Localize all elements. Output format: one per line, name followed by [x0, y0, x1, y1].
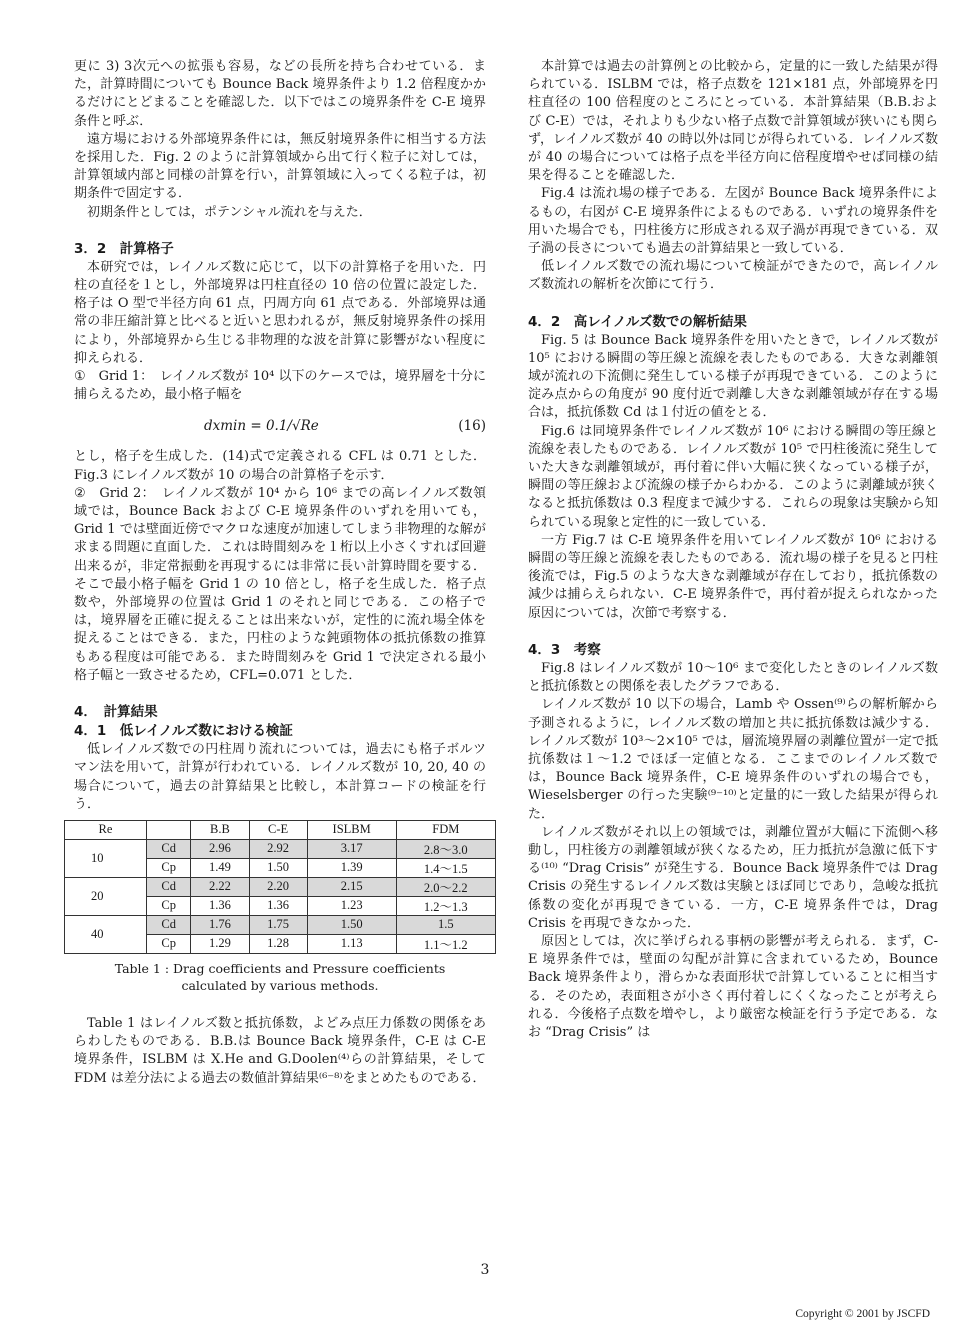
table-cell: 1.1～1.2: [396, 934, 495, 953]
table-header-row: [65, 820, 496, 839]
paragraph: 低レイノルズ数での流れ場について検証ができたので，高レイノルズ数流れの解析を次節にて行う．: [528, 259, 938, 293]
section-heading-3-2: 3．2 計算格子: [74, 240, 174, 257]
right-column: [528, 58, 938, 1042]
table-cell: 1.23: [307, 896, 396, 915]
paragraph: 一方 Fig.7 は C-E 境界条件を用いてレイノルズ数が 10⁶ における瞬間の等圧線と流線を表したものである．流れ場の様子を見ると円柱後流では，Fig.5 のような大きな剥離域が存在しており，抵抗係数の減少は捕らえられない．C-E 境界条件で，再付着が捉えられなかった原因については，次節で考察する．: [528, 532, 938, 621]
paragraph: 遠方場における外部境界条件には，無反射境界条件に相当する方法を採用した．Fig. 2 のように計算領域から出て行く粒子に対しては，計算領域内部と同様の計算を行い，計算領域に入ってくる粒子は，初期条件で固定する．: [74, 131, 486, 202]
table-cell: 2.20: [249, 877, 307, 896]
table-cell: 1.76: [191, 915, 249, 934]
table-caption-line: Table 1 : Drag coefficients and Pressure coefficients: [114, 960, 446, 976]
paragraph: とし，格子を生成した．(14)式で定義される CFL は 0.71 とした．Fig.3 にレイノルズ数が 10 の場合の計算格子を示す．: [74, 449, 486, 483]
table-cell-re: 20: [65, 877, 147, 915]
table-cell: 2.22: [191, 877, 249, 896]
paragraph: 原因としては，次に挙げられる事柄の影響が考えられる．まず，C-E 境界条件では，壁面の勾配が計算に含まれているため，Bounce Back 境界条件より，滑らかな表面形状で計算していることに相当する．そのため，表面粗さが小さく再付着しにくくなったことが考えられる．今後格子点数を増やし，より厳密な検証を行う予定である．なお “Drag Crisis” は: [528, 933, 938, 1040]
section-heading-4-2: 4．2 高レイノルズ数での解析結果: [528, 313, 747, 330]
table-cell: 2.8～3.0: [396, 839, 495, 858]
paragraph: Fig.6 は同境界条件でレイノルズ数が 10⁶ における瞬間の等圧線と流線を表したものである．レイノルズ数が 10⁵ で円柱後流に発生していた大きな剥離領域が，再付着に伴い大幅に狭くなっている様子が，瞬間の等圧線および流線の様子からわかる．このように剥離域が狭くなると抵抗係数は 0.3 程度まで減少する．これらの現象は実験から知られている現象と定性的に一致している．: [528, 423, 938, 530]
paragraph: ① Grid 1： レイノルズ数が 10⁴ 以下のケースでは，境界層を十分に捕らえるため，最小格子幅を: [74, 369, 486, 403]
table-cell: 2.15: [307, 877, 396, 896]
table-cell: 1.50: [249, 858, 307, 877]
section-heading-4-3: 4．3 考察: [528, 641, 601, 658]
table-cell: 1.36: [249, 896, 307, 915]
table-cell-re: 40: [65, 915, 147, 953]
equation-text: dxmin = 0.1/√Re: [204, 418, 319, 435]
table-header: Re: [65, 820, 147, 839]
table-header: C-E: [249, 820, 307, 839]
table-cell: 1.29: [191, 934, 249, 953]
paragraph: 初期条件としては，ポテンシャル流れを与えた．: [87, 204, 372, 220]
paragraph: Fig.4 は流れ場の様子である．左図が Bounce Back 境界条件によるもの，右図が C-E 境界条件によるものである．いずれの境界条件を用いた場合でも，円柱後方に形成される双子渦が再現できている．双子渦の長さについても過去の計算結果と一致している．: [528, 186, 938, 257]
table-header: B.B: [191, 820, 249, 839]
table-row: [65, 877, 496, 896]
paragraph: 低レイノルズ数での円柱周り流れについては，過去にも格子ボルツマン法を用いて，計算が行われている．レイノルズ数が 10, 20, 40 の場合について，過去の計算結果と比較し，本計算コードの検証を行う．: [74, 742, 486, 812]
table-cell: 3.17: [307, 839, 396, 858]
table-cell: 1.36: [191, 896, 249, 915]
paragraph: 本研究では，レイノルズ数に応じて，以下の計算格子を用いた．円柱の直径を１とし，外部境界は円柱直径の 10 倍の位置に設定した．格子は O 型で半径方向 61 点，円周方向 61 点である．外部境界は通常の非圧縮計算と比べると近いと思われるが，無反射境界条件の採用により，外部境界から生じる非物理的な波を計算に影響がない程度に抑えられる．: [74, 259, 486, 366]
copyright-notice: Copyright © 2001 by JSCFD: [795, 1308, 930, 1320]
table-cell: 1.75: [249, 915, 307, 934]
paragraph: Fig.8 はレイノルズ数が 10～10⁶ まで変化したときのレイノルズ数と抵抗係数との関係を表したグラフである．: [528, 660, 938, 695]
paragraph: レイノルズ数が 10 以下の場合，Lamb や Ossen⁽⁹⁾らの解析解から予測されるように，レイノルズ数の増加と共に抵抗係数は減少する．レイノルズ数が 10³～2×10⁵ では，層流境界層の剥離位置が一定で抵抗係数は１～1.2 でほぼ一定値となる．ここまでのレイノルズ数では，Bounce Back 境界条件，C-E 境界条件のいずれの場合でも，Wieselsberger の行った実験⁽⁹⁻¹⁰⁾と定量的に一致した結果が得られた．: [528, 697, 938, 822]
table-cell: 2.92: [249, 839, 307, 858]
left-column: [74, 58, 486, 1088]
paragraph: ② Grid 2： レイノルズ数が 10⁴ から 10⁶ までの高レイノルズ数領域では，Bounce Back および C-E 境界条件のいずれを用いても，Grid 1 では壁面近傍でマクロな速度が加速してしまう非物理的な解が求まる問題に直面した．これは時間刻みを１桁以上小さくすれば回避出来るが，非定常振動を再現するには非常に長い計算時間を要する．そこで最小格子幅を Grid 1 の 10 倍とし，格子を生成した．格子点数や，外部境界の位置は Grid 1 のそれと同じである．この格子では，境界層を正確に捉えることは出来ないが，定性的に流れ場全体を捉えることはできる．また，円柱のような鈍頭物体の抵抗係数の推算もある程度は可能である．また時間刻みを Grid 1 で決定される最小格子幅と一致させるため，CFL=0.071 とした．: [74, 485, 486, 683]
paragraph: 本計算では過去の計算例との比較から，定量的に一致した結果が得られている．ISLBM では，格子点数を 121×181 点，外部境界を円柱直径の 100 倍程度のところにとっている．本計算結果（B.B.および C-E）では，それよりも少ない格子点数で計算領域が狭いにも関らず，レイノルズ数が 40 の時以外は同じが得られている．レイノルズ数が 40 の場合については格子点を半径方向に倍程度増やせば同様の結果を得ることを確認した．: [528, 59, 938, 184]
table-cell: Cp: [146, 896, 190, 915]
table-cell: Cd: [146, 877, 190, 896]
table-header: [146, 820, 190, 839]
paragraph: レイノルズ数がそれ以上の領域では，剥離位置が大幅に下流側へ移動し，円柱後方の剥離領域が狭くなるため，圧力抵抗が急激に低下する⁽¹⁰⁾ “Drag Crisis” が発生する．Bounce Back 境界条件では Drag Crisis の発生するレイノルズ数は実験とほぼ同じであり，急峻な抵抗係数の変化が再現できている．一方，C-E 境界条件では，Drag Crisis を再現できなかった．: [528, 824, 938, 931]
paragraph: Table 1 はレイノルズ数と抵抗係数，よどみ点圧力係数の関係をあらわしたものである．B.B.は Bounce Back 境界条件，C-E は C-E 境界条件，ISLBM は X.He and G.Doolen⁽⁴⁾らの計算結果，そして FDM は差分法による過去の数値計算結果⁽⁶⁻⁸⁾をまとめたものである．: [74, 1015, 486, 1086]
table-row: [65, 915, 496, 934]
equation-16: [74, 404, 486, 448]
table-cell: 1.2～1.3: [396, 896, 495, 915]
table-caption: [74, 960, 486, 994]
table-cell: 1.5: [396, 915, 495, 934]
table-header: FDM: [396, 820, 495, 839]
table-cell: Cd: [146, 839, 190, 858]
table-cell: 1.50: [307, 915, 396, 934]
paragraph: Fig. 5 は Bounce Back 境界条件を用いたときで，レイノルズ数が 10⁵ における瞬間の等圧線と流線を表したものである．大きな剥離領域が流れの下流側に発生している様子が再現できている．このように淀み点からの角度が 90 度付近で剥離し大きな剥離領域が存在する場合は，抵抗係数 Cd は１付近の値をとる．: [528, 332, 938, 421]
table-cell-re: 10: [65, 839, 147, 877]
section-heading-4-1: 4．1 低レイノルズ数における検証: [74, 723, 293, 740]
table-header: ISLBM: [307, 820, 396, 839]
table-cell: 2.96: [191, 839, 249, 858]
page-number: 3: [480, 1262, 490, 1278]
table-cell: 2.0～2.2: [396, 877, 495, 896]
table-cell: Cd: [146, 915, 190, 934]
paragraph: 更に 3) 3次元への拡張も容易，などの長所を持ち合わせている．また，計算時間についても Bounce Back 境界条件より 1.2 倍程度かかるだけにとどまることを確認した．以下ではこの境界条件を C-E 境界条件と呼ぶ．: [74, 59, 486, 129]
table-caption-line: calculated by various methods.: [181, 977, 379, 993]
table-cell: 1.13: [307, 934, 396, 953]
table-cell: 1.49: [191, 858, 249, 877]
equation-number: (16): [458, 418, 486, 435]
table-cell: Cp: [146, 934, 190, 953]
table-row: [65, 839, 496, 858]
table-cell: 1.28: [249, 934, 307, 953]
table-cell: Cp: [146, 858, 190, 877]
table-cell: 1.4～1.5: [396, 858, 495, 877]
results-table: [64, 820, 496, 954]
table-cell: 1.39: [307, 858, 396, 877]
section-heading-4: 4． 計算結果: [74, 704, 158, 721]
